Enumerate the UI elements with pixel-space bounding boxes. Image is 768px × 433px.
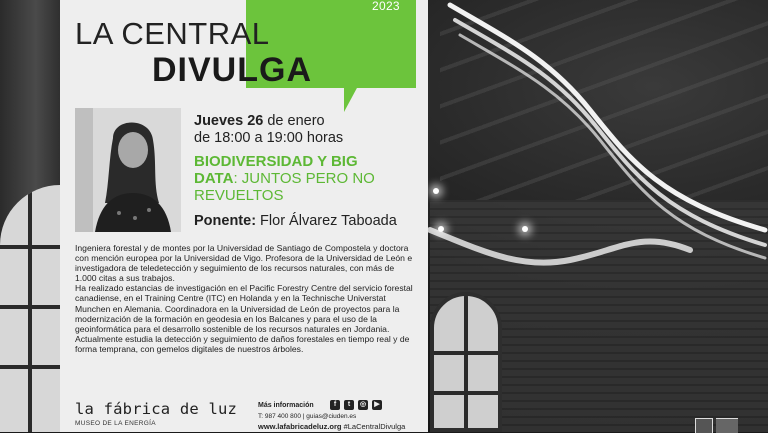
hashtag: #LaCentralDivulga xyxy=(341,422,406,431)
event-date: Jueves 26 de enero xyxy=(194,113,325,129)
talk-title: BIODIVERSIDAD Y BIG DATA: JUNTOS PERO NO REVUELTOS xyxy=(194,153,375,204)
event-time: de 18:00 a 19:00 horas xyxy=(194,130,344,146)
title-divulga: DIVULGA xyxy=(152,51,312,89)
bio-paragraph: Actualmente estudia la detección y seguimiento de daños forestales en tiempo real y de forma temprana, con gemelos digitales de nuestros árboles. xyxy=(75,333,410,354)
contact-phone-email: T: 987 400 800 | guias@ciuden.es xyxy=(258,413,357,420)
ceiling-lamp xyxy=(522,226,528,232)
arched-window-left xyxy=(0,185,60,432)
light-installation xyxy=(420,0,768,300)
speaker-photo xyxy=(75,108,181,232)
institutional-crest-icon xyxy=(695,418,713,433)
bio-paragraph: Ingeniera forestal y de montes por la Universidad de Santiago de Compostela y doctora con mención europea por la Universidad de Vigo. Profesora de la Universidad de León e investigadora de teledetección y seguimiento de los recursos naturales, con más de 1.000 citas a sus trabajos. xyxy=(75,243,413,284)
website-link[interactable]: www.lafabricadeluz.org xyxy=(258,422,342,431)
facebook-icon[interactable]: f xyxy=(330,400,340,410)
instagram-icon[interactable]: ◎ xyxy=(359,401,367,408)
fabrica-de-luz-logo: la fábrica de luz xyxy=(75,400,238,418)
ceiling-lamp xyxy=(438,226,444,232)
youtube-icon[interactable]: ▶ xyxy=(372,400,382,410)
ceiling-lamp xyxy=(433,188,439,194)
speech-bubble-tail xyxy=(344,86,358,112)
year-label: 2023 xyxy=(372,0,400,13)
institutional-logo-icon xyxy=(716,418,738,433)
speaker: Ponente: Flor Álvarez Taboada xyxy=(194,213,397,229)
twitter-icon[interactable]: t xyxy=(344,400,354,410)
more-info-label: Más información xyxy=(258,402,314,409)
speaker-bio xyxy=(75,243,415,354)
website-hashtag xyxy=(258,422,405,431)
logo-subtitle: MUSEO DE LA ENERGÍA xyxy=(75,420,156,427)
title-la-central: LA CENTRAL xyxy=(75,16,270,51)
bio-paragraph: Ha realizado estancias de investigación en el Pacific Forestry Centre del servicio forestal canadiense, en el Training Centre (ITC) en Holanda y en la Technische Universtat Munchen en Alemania. Coordinadora en la Universidad de León de proyectos para la modernización de la formación en geodesia en los Balcanes y para el uso de la geoinformática para el desarrollo sostenible de los recursos naturales en Jordania. xyxy=(75,283,413,334)
social-icons xyxy=(330,400,382,410)
arched-window-right xyxy=(430,292,502,432)
